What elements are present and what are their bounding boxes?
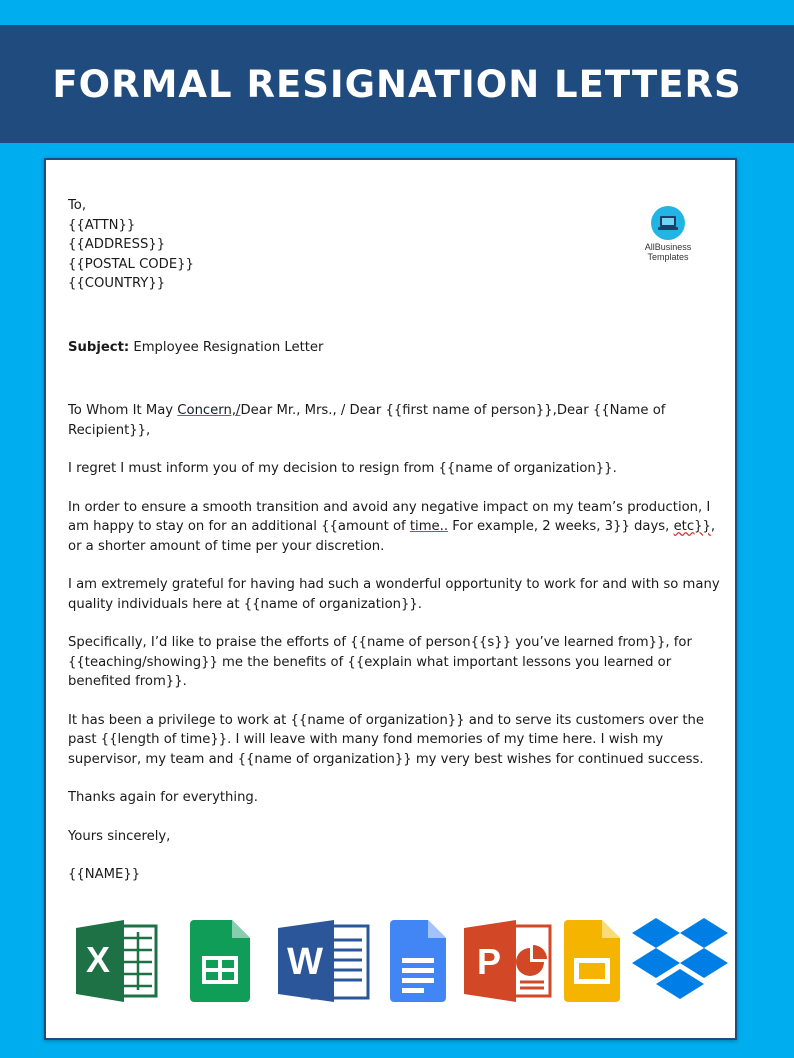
paragraph-4: Specifically, I’d like to praise the efforts of {{name of person{{s}} you’ve learned from}}, for {{teaching/showing}} me the benefits of {{explain what important lessons you learned or benefited from}}. <box>68 635 692 689</box>
paragraph-2-part: In order to ensure a smooth transition and avoid any negative impact on my team’s production, I am happy to stay on for an additional {{amount of <box>68 499 711 534</box>
excel-icon-letter: X <box>85 939 111 980</box>
salutation-part: To Whom It May <box>68 403 178 418</box>
excel-icon <box>76 918 158 1004</box>
salutation <box>68 401 728 440</box>
salutation-part: Dear Mr., Mrs., / Dear {{first name of person}},Dear {{Name of Recipient}}, <box>68 403 666 438</box>
subject-label: Subject: <box>68 339 130 355</box>
app-icons-row <box>76 918 726 1013</box>
recipient-address <box>68 196 728 294</box>
page-title: FORMAL RESIGNATION LETTERS <box>52 62 742 106</box>
address-line: {{ATTN}} <box>68 217 136 233</box>
subject-line <box>68 338 728 358</box>
dropbox-icon <box>632 918 728 1006</box>
paragraph-2-part: , or a shorter amount of time per your discretion. <box>68 519 716 554</box>
address-line: {{POSTAL CODE}} <box>68 256 194 272</box>
paragraph-5: It has been a privilege to work at {{name of organization}} and to serve its customers over the past {{length of time}}. I will leave with many fond memories of my time here. I wish my supervisor, my team and {{name of organization}} my very best wishes for continued success. <box>68 712 705 767</box>
salutation-underlined: Concern,/ <box>177 403 241 418</box>
paragraph-2-underlined: time.. <box>409 519 449 534</box>
paragraph-3: I am extremely grateful for having had such a wonderful opportunity to work for and with so many quality individuals here at {{name of organization}}. <box>68 577 720 612</box>
google-sheets-icon <box>188 918 252 1004</box>
google-docs-icon <box>388 918 448 1004</box>
powerpoint-icon-letter: P <box>476 941 502 982</box>
paragraph-2-misspelled: etc}} <box>673 519 711 534</box>
paragraph-2 <box>68 498 728 557</box>
document-page <box>44 158 737 1040</box>
closing: Yours sincerely, <box>68 828 171 844</box>
logo-line-2: Templates <box>647 252 689 262</box>
paragraph-1: I regret I must inform you of my decision to resign from {{name of organization}}. <box>68 461 617 476</box>
paragraph-6: Thanks again for everything. <box>68 790 258 805</box>
header-banner <box>0 25 794 143</box>
google-slides-icon <box>562 918 622 1004</box>
logo-line-1: AllBusiness <box>644 242 692 252</box>
address-line: {{ADDRESS}} <box>68 237 166 252</box>
address-line: To, <box>68 198 87 213</box>
paragraph-2-part: For example, 2 weeks, 3}} days, <box>448 519 674 534</box>
subject-text: Employee Resignation Letter <box>129 339 324 355</box>
letter-body <box>68 196 728 904</box>
address-line: {{COUNTRY}} <box>68 276 166 291</box>
powerpoint-icon <box>464 918 552 1004</box>
signature-name: {{NAME}} <box>68 867 141 882</box>
word-icon <box>278 918 370 1004</box>
word-icon-letter: W <box>287 941 323 983</box>
